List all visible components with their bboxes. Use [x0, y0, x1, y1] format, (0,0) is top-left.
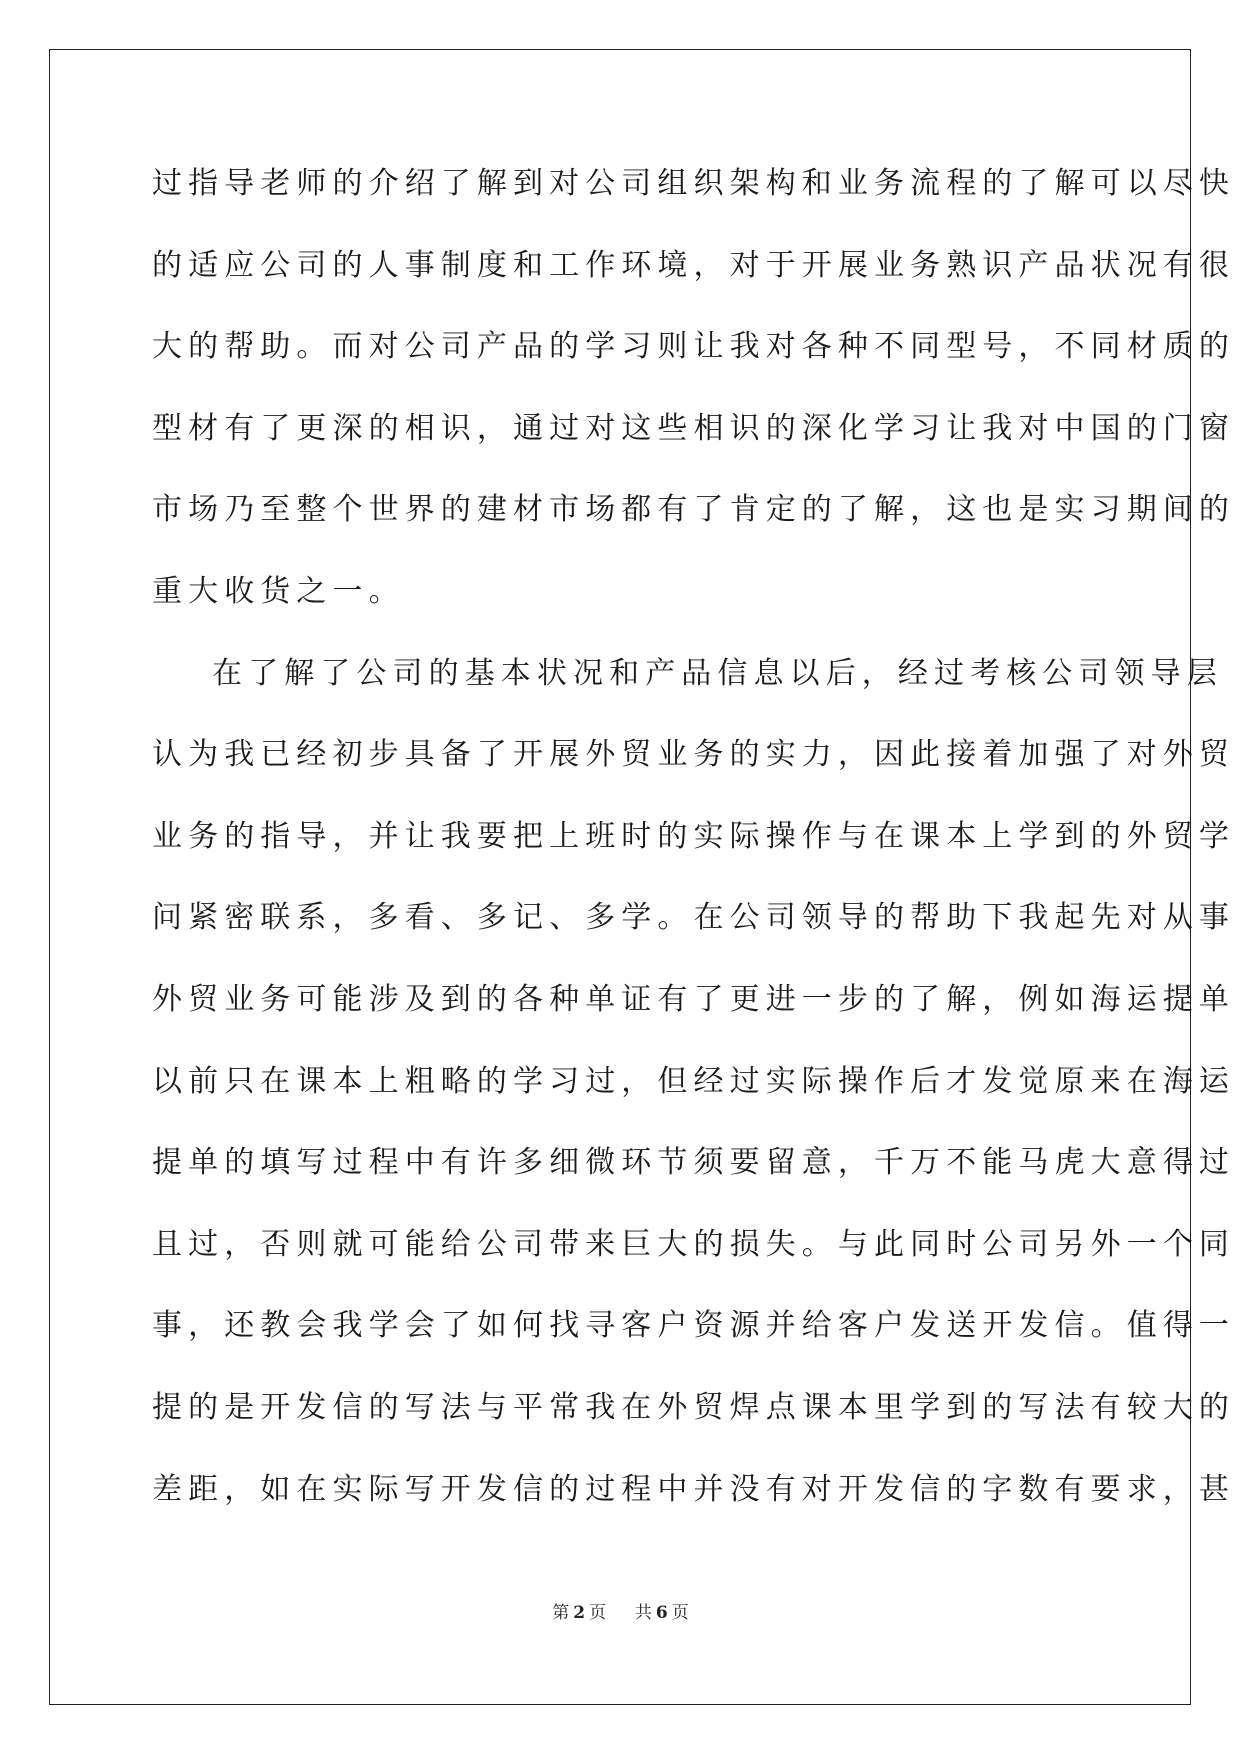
text-line: 大的帮助。而对公司产品的学习则让我对各种不同型号，不同材质的 — [152, 329, 1235, 365]
text-line: 认为我已经初步具备了开展外贸业务的实力，因此接着加强了对外贸 — [152, 737, 1235, 773]
page-footer — [0, 1598, 1241, 1623]
paragraph-2 — [152, 633, 1235, 1531]
text-line: 以前只在课本上粗略的学习过，但经过实际操作后才发觉原来在海运 — [152, 1063, 1235, 1099]
text-line: 问紧密联系，多看、多记、多学。在公司领导的帮助下我起先对从事 — [152, 900, 1235, 936]
text-line: 型材有了更深的相识，通过对这些相识的深化学习让我对中国的门窗 — [152, 410, 1235, 446]
text-line: 提单的填写过程中有许多细微环节须要留意，千万不能马虎大意得过 — [152, 1145, 1235, 1181]
text-line: 事，还教会我学会了如何找寻客户资源并给客户发送开发信。值得一 — [152, 1308, 1235, 1344]
total-pages: 6 — [655, 1603, 668, 1623]
text-line: 重大收货之一。 — [152, 573, 405, 609]
paragraph-1 — [152, 143, 1235, 633]
text-line: 外贸业务可能涉及到的各种单证有了更进一步的了解，例如海运提单 — [152, 981, 1235, 1017]
text-line: 差距，如在实际写开发信的过程中并没有对开发信的字数有要求，甚 — [152, 1471, 1235, 1507]
page-suffix: 页 — [589, 1603, 607, 1623]
text-line: 在了解了公司的基本状况和产品信息以后，经过考核公司领导层 — [212, 655, 1223, 691]
page-number: 2 — [573, 1603, 586, 1623]
text-line: 提的是开发信的写法与平常我在外贸焊点课本里学到的写法有较大的 — [152, 1389, 1235, 1425]
total-suffix: 页 — [671, 1603, 689, 1623]
text-line: 且过，否则就可能给公司带来巨大的损失。与此同时公司另外一个同 — [152, 1226, 1235, 1262]
text-line: 的适应公司的人事制度和工作环境，对于开展业务熟识产品状况有很 — [152, 247, 1235, 283]
document-body — [152, 143, 1235, 1530]
total-prefix: 共 — [634, 1603, 652, 1623]
text-line: 业务的指导，并让我要把上班时的实际操作与在课本上学到的外贸学 — [152, 818, 1235, 854]
page-prefix: 第 — [552, 1603, 570, 1623]
text-line: 市场乃至整个世界的建材市场都有了肯定的了解，这也是实习期间的 — [152, 492, 1235, 528]
text-line: 过指导老师的介绍了解到对公司组织架构和业务流程的了解可以尽快 — [152, 166, 1235, 201]
